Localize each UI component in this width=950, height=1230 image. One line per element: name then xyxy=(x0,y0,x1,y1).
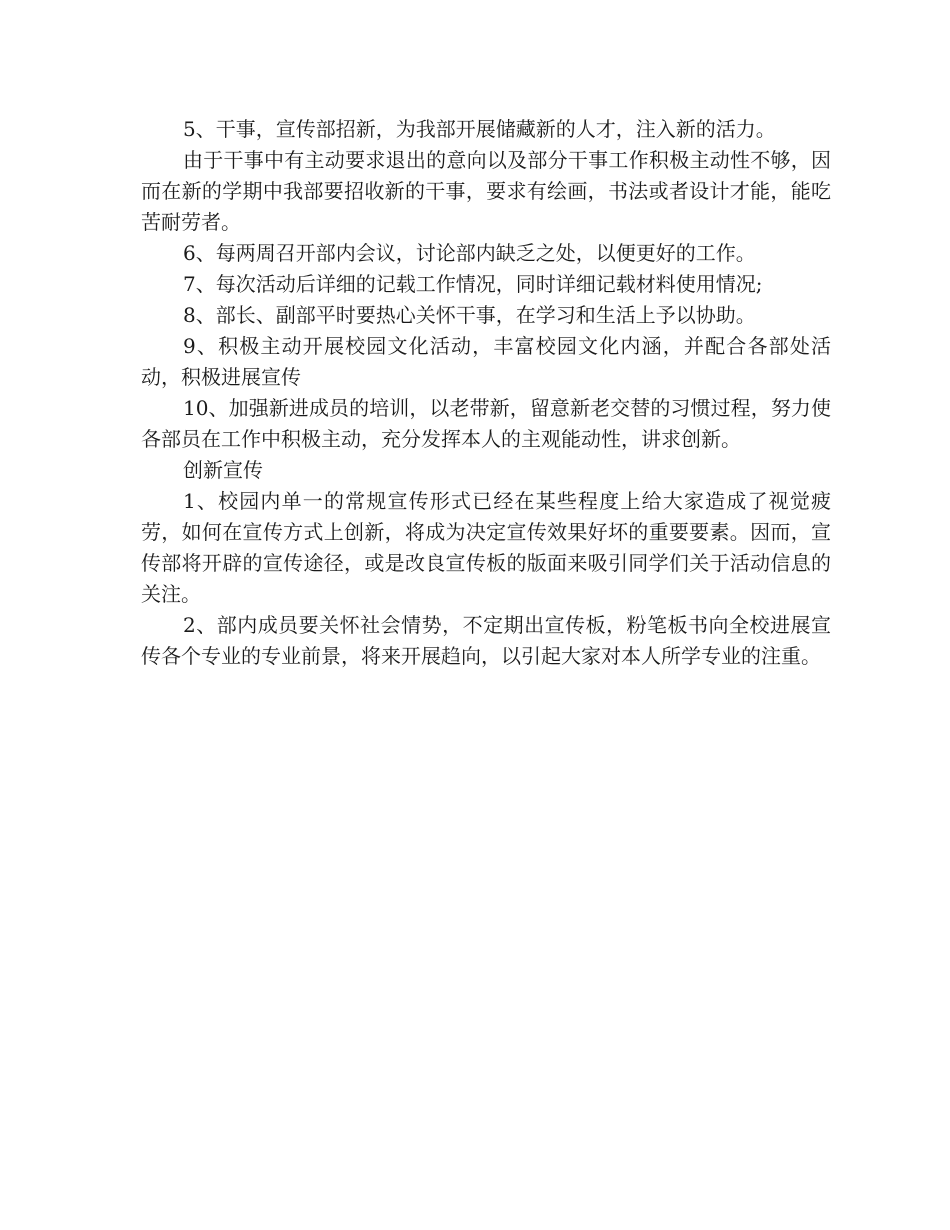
section-heading: 创新宣传 xyxy=(183,458,263,482)
paragraph-item-10-training: 10、加强新进成员的培训，以老带新，留意新老交替的习惯过程，努力使各部员在工作中积极主动，充分发挥本人的主观能动性，讲求创新。 xyxy=(141,396,831,451)
paragraph-item-6-meetings: 6、每两周召开部内会议，讨论部内缺乏之处，以便更好的工作。 xyxy=(183,241,756,265)
paragraph-item-9-activities: 9、积极主动开展校园文化活动，丰富校园文化内涵，并配合各部处活动，积极进展宣传 xyxy=(141,334,831,389)
paragraph-item-8-care: 8、部长、副部平时要热心关怀干事，在学习和生活上予以协助。 xyxy=(183,303,756,327)
paragraph-innovation-2: 2、部内成员要关怀社会情势，不定期出宣传板，粉笔板书向全校进展宣传各个专业的专业前景，将来开展趋向，以引起大家对本人所学专业的注重。 xyxy=(141,613,831,668)
paragraph-recruitment-reason: 由于干事中有主动要求退出的意向以及部分干事工作积极主动性不够，因而在新的学期中我部要招收新的干事，要求有绘画，书法或者设计才能，能吃苦耐劳者。 xyxy=(141,148,831,234)
document-body xyxy=(141,114,831,672)
paragraph-item-5-recruitment: 5、干事，宣传部招新，为我部开展储藏新的人才，注入新的活力。 xyxy=(183,117,776,141)
paragraph-innovation-1: 1、校园内单一的常规宣传形式已经在某些程度上给大家造成了视觉疲劳，如何在宣传方式上创新，将成为决定宣传效果好坏的重要要素。因而，宣传部将开辟的宣传途径，或是改良宣传板的版面来吸引同学们关于活动信息的关注。 xyxy=(141,489,831,606)
paragraph-item-7-records: 7、每次活动后详细的记载工作情况，同时详细记载材料使用情况; xyxy=(183,272,763,296)
